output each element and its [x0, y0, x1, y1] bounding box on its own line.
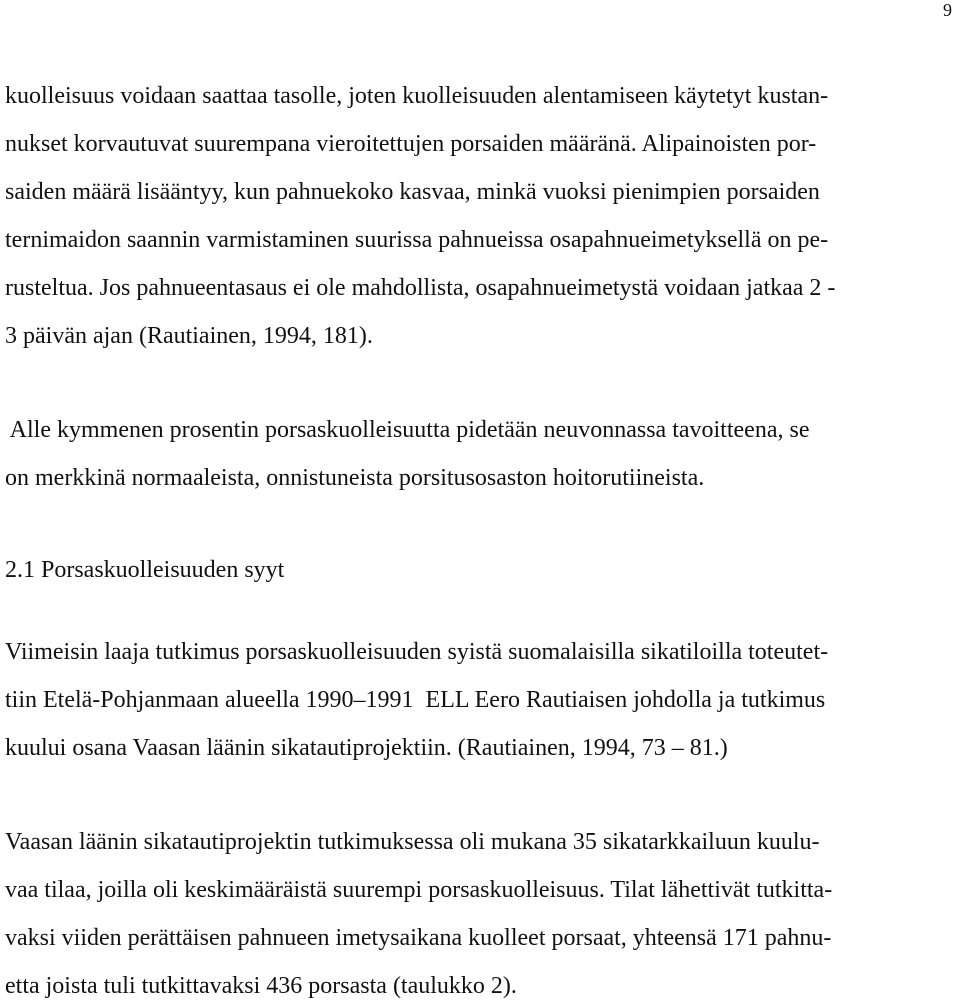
text-line: 3 päivän ajan (Rautiainen, 1994, 181). [5, 323, 373, 349]
text-line: Viimeisin laaja tutkimus porsaskuolleisuuden syistä suomalaisilla sikatiloilla toteutet- [5, 639, 829, 665]
text-line: vaa tilaa, joilla oli keskimääräistä suurempi porsaskuolleisuus. Tilat lähettivät tutkitta- [5, 877, 833, 903]
text-line: nukset korvautuvat suurempana vieroitettujen porsaiden määränä. Alipainoisten por- [5, 131, 817, 157]
text-line: kuului osana Vaasan läänin sikatautiprojektiin. (Rautiainen, 1994, 73 – 81.) [5, 735, 728, 761]
text-line: saiden määrä lisääntyy, kun pahnuekoko kasvaa, minkä vuoksi pienimpien porsaiden [5, 179, 820, 205]
text-line: ternimaidon saannin varmistaminen suurissa pahnueissa osapahnueimetyksellä on pe- [5, 227, 829, 253]
text-line: Alle kymmenen prosentin porsaskuolleisuutta pidetään neuvonnassa tavoitteena, se [5, 417, 810, 443]
text-line: etta joista tuli tutkittavaksi 436 porsasta (taulukko 2). [5, 973, 517, 999]
page-number: 9 [943, 0, 952, 20]
text-line: tiin Etelä-Pohjanmaan alueella 1990–1991 ELL Eero Rautiaisen johdolla ja tutkimus [5, 687, 826, 713]
text-line: rusteltua. Jos pahnueentasaus ei ole mahdollista, osapahnueimetystä voidaan jatkaa 2 - [5, 275, 836, 301]
text-line: kuolleisuus voidaan saattaa tasolle, joten kuolleisuuden alentamiseen käytetyt kustan- [5, 83, 829, 109]
text-line: Vaasan läänin sikatautiprojektin tutkimuksessa oli mukana 35 sikatarkkailuun kuulu- [5, 829, 820, 855]
section-heading: 2.1 Porsaskuolleisuuden syyt [5, 557, 285, 583]
text-line: vaksi viiden perättäisen pahnueen imetysaikana kuolleet porsaat, yhteensä 171 pahnu- [5, 925, 832, 951]
text-line: on merkkinä normaaleista, onnistuneista porsitusosaston hoitorutiineista. [5, 465, 705, 491]
